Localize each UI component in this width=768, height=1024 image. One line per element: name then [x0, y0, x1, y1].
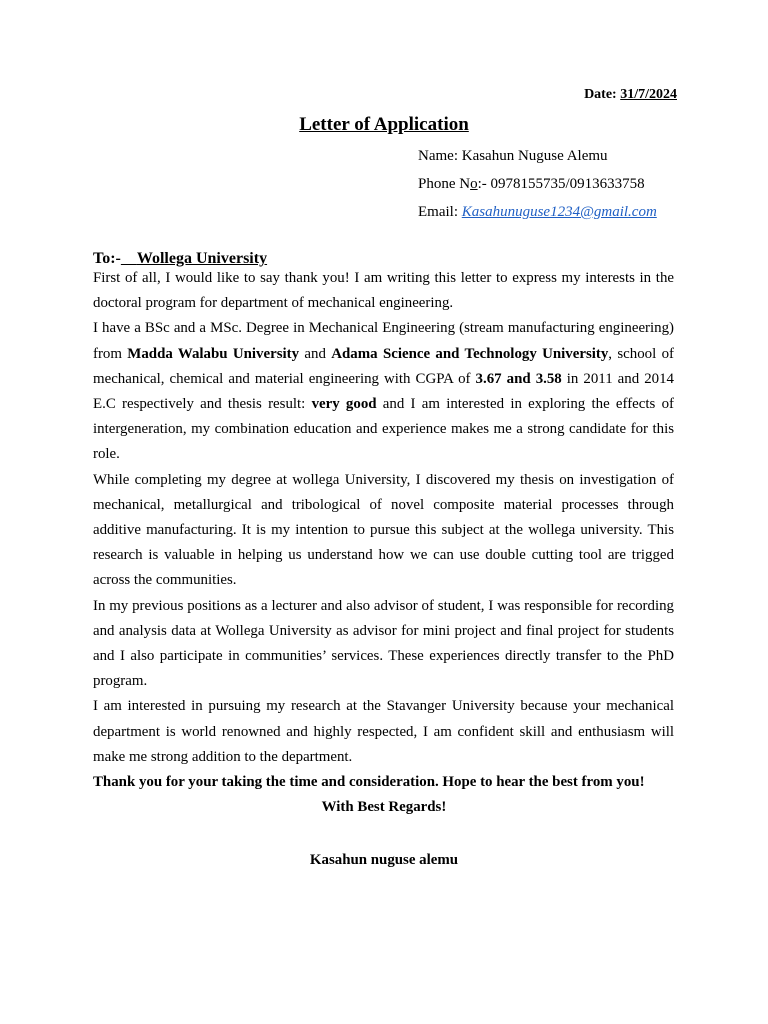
education-text-a: I have a BSc and a MSc. Degree in Mechanical Engineering (stream manufacturing engineering) from: [93, 320, 674, 362]
letter-body: [93, 266, 674, 770]
closing-thanks: Thank you for your taking the time and consideration. Hope to hear the best from you!: [93, 774, 645, 790]
education-university-2: Adama Science and Technology University: [331, 345, 609, 362]
phone-label-prefix: Phone N: [418, 176, 471, 192]
to-label: To:-: [93, 250, 121, 267]
recipient-name-text: Wollega University: [136, 250, 268, 267]
date-line: [584, 87, 677, 103]
education-text-g: in 2011 and 2014 E.C respectively and thesis result:: [93, 370, 674, 413]
phone-value: 0978155735/0913633758: [490, 176, 645, 192]
email-link[interactable]: Kasahunuguse1234@gmail.com: [461, 204, 657, 220]
contact-email-line: [418, 202, 657, 230]
education-university-1: Madda Walabu University: [127, 345, 300, 362]
letter-title: Letter of Application: [299, 114, 469, 135]
date-label: Date:: [584, 87, 617, 102]
education-text-c: and: [299, 345, 332, 362]
paragraph-intro: First of all, I would like to say thank you! I am writing this letter to express my interests in the doctoral program for department of mechanical engineering.: [93, 270, 674, 312]
email-label: Email:: [418, 204, 458, 220]
paragraph-interest: I am interested in pursuing my research at the Stavanger University because your mechanical department is world renowned and highly respected, I am confident skill and enthusiasm will make me strong addition to the department.: [93, 698, 674, 765]
paragraph-research: While completing my degree at wollega University, I discovered my thesis on investigation of mechanical, metallurgical and tribological of novel composite material processes through additive manufacturing. It is my intention to pursue this subject at the wollega university. This research is valuable in helping us understand how we can use double cutting tool are trigged across the communities.: [93, 471, 674, 589]
contact-name-line: [418, 146, 657, 174]
paragraph-education: [93, 316, 674, 467]
name-value: Kasahun Nuguse Alemu: [461, 148, 608, 164]
contact-phone-line: [418, 174, 657, 202]
education-text-e: , school of mechanical, chemical and material engineering with CGPA of: [93, 345, 674, 387]
phone-label-o: o: [470, 176, 478, 192]
education-text-i: and I am interested in exploring the effects of intergeneration, my combination education and experience makes me a strong candidate for this role.: [93, 396, 674, 463]
contact-block: [418, 146, 657, 230]
signature: Kasahun nuguse alemu: [309, 852, 459, 868]
name-label: Name:: [418, 148, 458, 164]
education-cgpa: 3.67 and 3.58: [475, 370, 562, 387]
date-value: 31/7/2024: [620, 87, 677, 102]
closing-regards: With Best Regards!: [321, 799, 447, 815]
education-thesis-result: very good: [311, 396, 377, 413]
paragraph-experience: In my previous positions as a lecturer and also advisor of student, I was responsible for recording and analysis data at Wollega University as advisor for mini project and final project for students and I also participate in communities’ services. These experiences directly transfer to the PhD program.: [93, 597, 674, 690]
phone-label-suffix: :-: [477, 176, 487, 192]
